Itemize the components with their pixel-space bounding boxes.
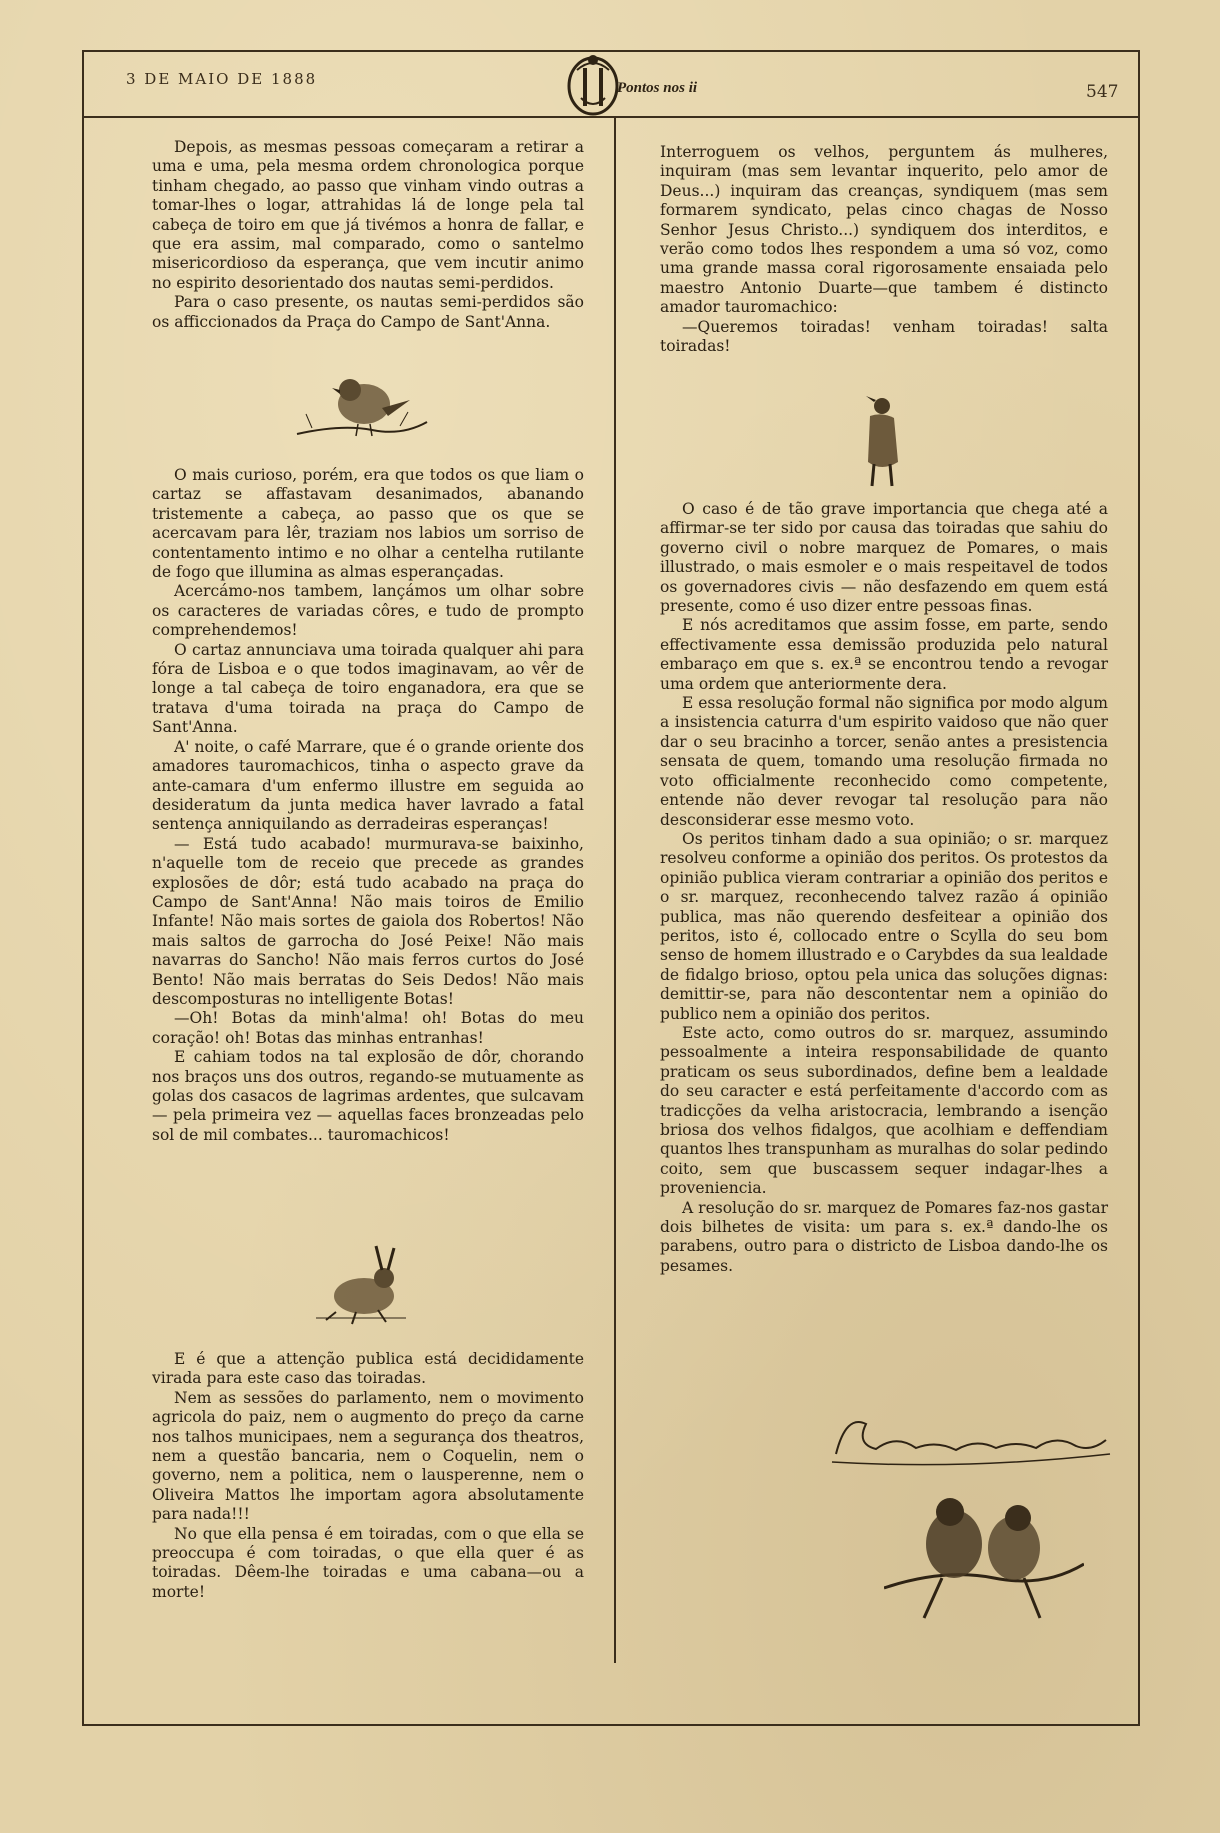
left-column-section-2 bbox=[152, 466, 584, 1145]
paragraph: —Oh! Botas da minh'alma! oh! Botas do meu coração! oh! Botas das minhas entranhas! bbox=[152, 1009, 584, 1047]
masthead-logo bbox=[555, 50, 705, 118]
paragraph: Os peritos tinham dado a sua opinião; o sr. marquez resolveu conforme a opinião dos peritos. Os protestos da opinião publica vieram contrariar a opinião dos peritos e o sr. marquez, reconhecendo talvez razão á opinião publica, mas não querendo desfeitear a opinião dos peritos, isto é, collocado entre o Scylla do seu bom senso de homem illustrado e o Carybdes da sua lealdade de fidalgo brioso, optou pela unica das soluções dignas: demittir-se, para não descontentar nem a opinião do publico nem a opinião dos peritos. bbox=[660, 829, 1108, 1023]
paragraph: Este acto, como outros do sr. marquez, assumindo pessoalmente a inteira responsabilidade de quanto praticam os seus subordinados, define bem a lealdade do seu caracter e está perfeitamente d'accordo com as tradicções da velha aristocracia, lembrando a isenção briosa dos velhos fidalgos, que acolhiam e deffendiam quantos lhes transpunham as muralhas do solar pedindo coito, sem que buscassem sequer indagar-lhes a proveniencia. bbox=[660, 1023, 1108, 1198]
paragraph: E nós acreditamos que assim fosse, em parte, sendo effectivamente essa demissão produzida pelo natural embaraço em que s. ex.ª se encontrou tendo a revogar uma ordem que anteriormente dera. bbox=[660, 616, 1108, 693]
paragraph: A resolução do sr. marquez de Pomares faz-nos gastar dois bilhetes de visita: um para s. ex.ª dando-lhe os parabens, outro para o districto de Lisboa dando-lhe os pesames. bbox=[660, 1198, 1108, 1275]
page-number: 547 bbox=[1086, 82, 1119, 102]
paragraph: Acercámo-nos tambem, lançámos um olhar sobre os caracteres de variadas côres, e tudo de prompto comprehendemos! bbox=[152, 582, 584, 640]
column-divider bbox=[614, 118, 616, 1663]
paragraph: — Está tudo acabado! murmurava-se baixinho, n'aquelle tom de receio que precede as grandes explosões de dôr; está tudo acabado na praça do Campo de Sant'Anna! Não mais toiros de Emilio Infante! Não mais sortes de gaiola dos Robertos! Não mais saltos de garrocha do José Peixe! Não mais navarras do Sancho! Não mais ferros curtos do José Bento! Não mais berratas do Seis Dedos! Não mais descomposturas no intelligente Botas! bbox=[152, 834, 584, 1008]
hare-illustration bbox=[306, 1240, 416, 1330]
right-column-section-2 bbox=[660, 500, 1108, 1276]
bird-on-branch-illustration bbox=[292, 364, 432, 464]
paragraph: A' noite, o café Marrare, que é o grande oriente dos amadores tauromachicos, tinha o aspecto grave da ante-camara d'um enfermo illustre em seguida ao desideratum da junta medica haver lavrado a fatal sentença anniquilando as derradeiras esperanças! bbox=[152, 737, 584, 834]
paragraph: Para o caso presente, os nautas semi-perdidos são os afficcionados da Praça do Campo de Sant'Anna. bbox=[152, 293, 584, 331]
two-birds-on-branch-illustration bbox=[884, 1478, 1084, 1628]
paragraph: O mais curioso, porém, era que todos os que liam o cartaz se affastavam desanimados, abanando tristemente a cabeça, ao passo que os que se acercavam para lêr, traziam nos labios um sorriso de contentamento intimo e no olhar a centelha rutilante de fogo que illumina as almas esperançadas. bbox=[152, 466, 584, 582]
paragraph: —Queremos toiradas! venham toiradas! salta toiradas! bbox=[660, 317, 1108, 356]
left-column-section-1 bbox=[152, 138, 584, 332]
paragraph: O caso é de tão grave importancia que chega até a affirmar-se ter sido por causa das toiradas que sahiu do governo civil o nobre marquez de Pomares, o mais illustrado, o mais esmoler e o mais respeitavel de todos os governadores civis — não desfazendo em quem está presente, como é uso dizer entre pessoas finas. bbox=[660, 500, 1108, 616]
paragraph: O cartaz annunciava uma toirada qualquer ahi para fóra de Lisboa e o que todos imaginavam, ao vêr de longe a tal cabeça de toiro enganadora, era que se tratava d'uma toirada na praça do Campo de Sant'Anna. bbox=[152, 640, 584, 737]
masthead-title: Pontos nos ii bbox=[617, 80, 698, 96]
paragraph: Interroguem os velhos, perguntem ás mulheres, inquiram (mas sem levantar inquerito, pelo amor de Deus...) inquiram das creanças, syndiquem (mas sem formarem syndicato, pelas cinco chagas de Nosso Senhor Jesus Christo...) syndiquem dos interditos, e verão como todos lhes respondem a uma só voz, como uma grande massa coral rigorosamente ensaiada pelo maestro Antonio Duarte—que tambem é distincto amador tauromachico: bbox=[660, 143, 1108, 317]
paragraph: Depois, as mesmas pessoas começaram a retirar a uma e uma, pela mesma ordem chronologica porque tinham chegado, ao passo que vinham vindo outras a tomar-lhes o logar, attrahidas lá de longe pela tal cabeça de toiro em que já tivémos a honra de fallar, e que era assim, mal comparado, como o santelmo misericordioso da esperança, que vem incutir animo no espirito desorientado dos nautas semi-perdidos. bbox=[152, 138, 584, 292]
right-column-section-1 bbox=[660, 143, 1108, 356]
issue-date: 3 DE MAIO DE 1888 bbox=[126, 70, 318, 88]
author-signature bbox=[826, 1404, 1116, 1474]
small-figure-illustration bbox=[852, 392, 912, 492]
paragraph: E essa resolução formal não significa por modo algum a insistencia caturra d'um espirito vaidoso que não quer dar o seu bracinho a torcer, senão antes a presistencia sensata de quem, tomando uma resolução firmada no voto officialmente reconhecido como competente, entende não dever revogar tal resolução para não desconsiderar esse mesmo voto. bbox=[660, 694, 1108, 829]
paragraph: No que ella pensa é em toiradas, com o que ella se preoccupa é com toiradas, o que ella quer é as toiradas. Dêem-lhe toiradas e uma cabana—ou a morte! bbox=[152, 1524, 584, 1601]
left-column-section-3 bbox=[152, 1350, 584, 1602]
paragraph: Nem as sessões do parlamento, nem o movimento agricola do paiz, nem o augmento do preço da carne nos talhos municipaes, nem a segurança dos theatros, nem a questão bancaria, nem o Coquelin, nem o governo, nem a politica, nem o lausperenne, nem o Oliveira Mattos lhe importam agora absolutamente para nada!!! bbox=[152, 1388, 584, 1524]
paragraph: E cahiam todos na tal explosão de dôr, chorando nos braços uns dos outros, regando-se mutuamente as golas dos casacos de lagrimas ardentes, que sulcavam — pela primeira vez — aquellas faces bronzeadas pelo sol de mil combates... tauromachicos! bbox=[152, 1048, 584, 1144]
paragraph: E é que a attenção publica está decididamente virada para este caso das toiradas. bbox=[152, 1350, 584, 1388]
